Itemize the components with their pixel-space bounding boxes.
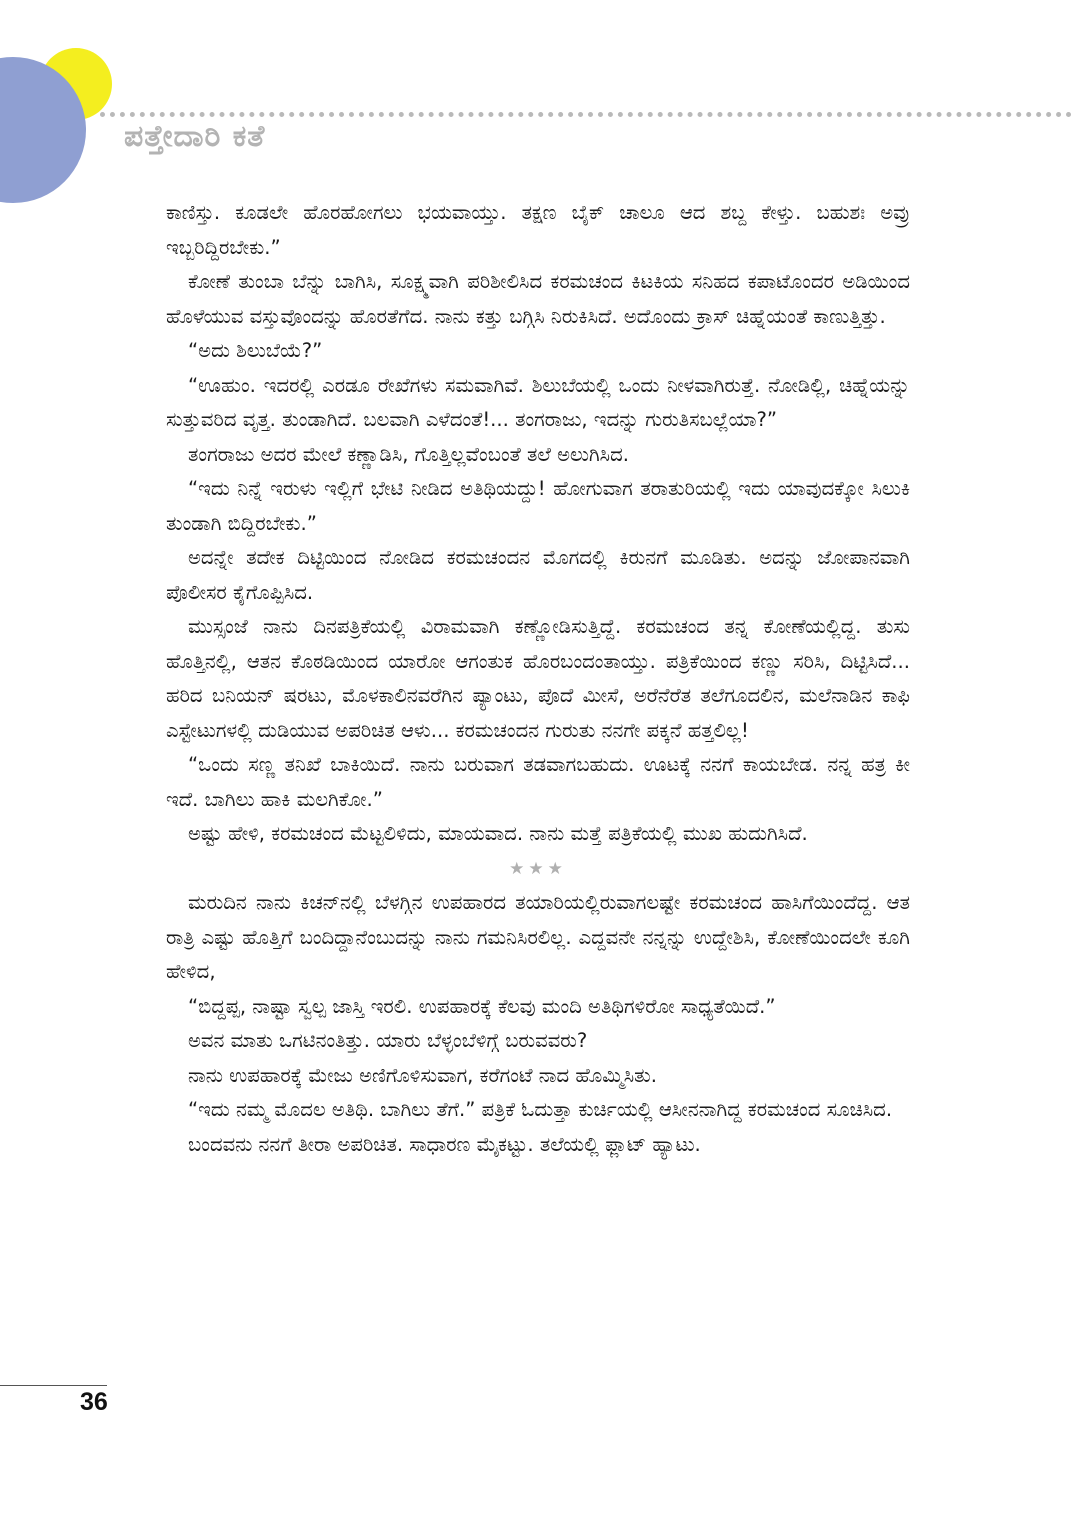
paragraph: ಮರುದಿನ ನಾನು ಕಿಚನ್‌ನಲ್ಲಿ ಬೆಳಗ್ಗಿನ ಉಪಹಾರದ ತಯಾರಿಯಲ್ಲಿರುವಾಗಲಷ್ಟೇ ಕರಮಚಂದ ಹಾಸಿಗೆಯಿಂದೆದ್ದ. ಆತ ರಾತ್ರಿ ಎಷ್ಟು ಹೊತ್ತಿಗೆ ಬಂದಿದ್ದಾನೆಂಬುದನ್ನು ನಾನು ಗಮನಿಸಿರಲಿಲ್ಲ. ಎದ್ದವನೇ ನನ್ನನ್ನು ಉದ್ದೇಶಿಸಿ, ಕೋಣೆಯಿಂದಲೇ ಕೂಗಿ ಹೇಳಿದ, [166, 891, 910, 983]
header-dotted-rule [100, 112, 1072, 117]
paragraph: ಅಷ್ಟು ಹೇಳಿ, ಕರಮಚಂದ ಮೆಟ್ಟಲಿಳಿದು, ಮಾಯವಾದ. ನಾನು ಮತ್ತೆ ಪತ್ರಿಕೆಯಲ್ಲಿ ಮುಖ ಹುದುಗಿಸಿದೆ. [188, 822, 808, 845]
paragraph: ನಾನು ಉಪಹಾರಕ್ಕೆ ಮೇಜು ಅಣಿಗೊಳಿಸುವಾಗ, ಕರೆಗಂಟೆ ನಾದ ಹೊಮ್ಮಿಸಿತು. [188, 1063, 657, 1087]
paragraph: “ಅದು ಶಿಲುಬೆಯೆ?” [188, 339, 323, 362]
paragraph: “ಬಿದ್ದಪ್ಪ, ನಾಷ್ಟಾ ಸ್ವಲ್ಪ ಜಾಸ್ತಿ ಇರಲಿ. ಉಪಹಾರಕ್ಕೆ ಕೆಲವು ಮಂದಿ ಅತಿಥಿಗಳಿರೋ ಸಾಧ್ಯತೆಯಿದೆ.” [188, 994, 776, 1018]
paragraph: “ಇದು ನಮ್ಮ ಮೊದಲ ಅತಿಥಿ. ಬಾಗಿಲು ತೆಗೆ.” ಪತ್ರಿಕೆ ಓದುತ್ತಾ ಕುರ್ಚಿಯಲ್ಲಿ ಆಸೀನನಾಗಿದ್ದ ಕರಮಚಂದ ಸೂಚಿಸಿದ. [188, 1098, 893, 1121]
paragraph: “ಊಹುಂ. ಇದರಲ್ಲಿ ಎರಡೂ ರೇಖೆಗಳು ಸಮವಾಗಿವೆ. ಶಿಲುಬೆಯಲ್ಲಿ ಒಂದು ನೀಳವಾಗಿರುತ್ತೆ. ನೋಡಿಲ್ಲಿ, ಚಿಹ್ನೆಯನ್ನು ಸುತ್ತುವರಿದ ವೃತ್ತ. ತುಂಡಾಗಿದೆ. ಬಲವಾಗಿ ಎಳೆದಂತೆ!... ತಂಗರಾಜು, ಇದನ್ನು ಗುರುತಿಸಬಲ್ಲೆಯಾ?” [166, 373, 910, 431]
page-number: 36 [80, 1388, 108, 1416]
paragraph: “ಒಂದು ಸಣ್ಣ ತನಿಖೆ ಬಾಕಿಯಿದೆ. ನಾನು ಬರುವಾಗ ತಡವಾಗಬಹುದು. ಊಟಕ್ಕೆ ನನಗೆ ಕಾಯಬೇಡ. ನನ್ನ ಹತ್ರ ಕೀ ಇದೆ. ಬಾಗಿಲು ಹಾಕಿ ಮಲಗಿಕೋ.” [166, 753, 910, 811]
story-body [166, 196, 910, 1162]
paragraph: ಅದನ್ನೇ ತದೇಕ ದಿಟ್ಟಿಯಿಂದ ನೋಡಿದ ಕರಮಚಂದನ ಮೊಗದಲ್ಲಿ ಕಿರುನಗೆ ಮೂಡಿತು. ಅದನ್ನು ಜೋಪಾನವಾಗಿ ಪೊಲೀಸರ ಕೈಗೊಪ್ಪಿಸಿದ. [166, 546, 910, 604]
paragraph: ಮುಸ್ಸಂಜೆ ನಾನು ದಿನಪತ್ರಿಕೆಯಲ್ಲಿ ವಿರಾಮವಾಗಿ ಕಣ್ಣೋಡಿಸುತ್ತಿದ್ದೆ. ಕರಮಚಂದ ತನ್ನ ಕೋಣೆಯಲ್ಲಿದ್ದ. ತುಸು ಹೊತ್ತಿನಲ್ಲಿ, ಆತನ ಕೊಠಡಿಯಿಂದ ಯಾರೋ ಆಗಂತುಕ ಹೊರಬಂದಂತಾಯ್ತು. ಪತ್ರಿಕೆಯಿಂದ ಕಣ್ಣು ಸರಿಸಿ, ದಿಟ್ಟಿಸಿದೆ... ಹರಿದ ಬನಿಯನ್ ಷರಟು, ಮೊಳಕಾಲಿನವರೆಗಿನ ಪ್ಯಾಂಟು, ಪೊದೆ ಮೀಸೆ, ಅರೆನೆರೆತ ತಲೆಗೂದಲಿನ, ಮಲೆನಾಡಿನ ಕಾಫಿ ಎಸ್ಟೇಟುಗಳಲ್ಲಿ ದುಡಿಯುವ ಅಪರಿಚಿತ ಆಳು... ಕರಮಚಂದನ ಗುರುತು ನನಗೇ ಪಕ್ಕನೆ ಹತ್ತಲಿಲ್ಲ! [166, 615, 910, 742]
paragraph: ತಂಗರಾಜು ಅದರ ಮೇಲೆ ಕಣ್ಣಾಡಿಸಿ, ಗೊತ್ತಿಲ್ಲವೆಂಬಂತೆ ತಲೆ ಅಲುಗಿಸಿದ. [188, 442, 629, 466]
paragraph: “ಇದು ನಿನ್ನೆ ಇರುಳು ಇಲ್ಲಿಗೆ ಭೇಟಿ ನೀಡಿದ ಅತಿಥಿಯದ್ದು! ಹೋಗುವಾಗ ತರಾತುರಿಯಲ್ಲಿ ಇದು ಯಾವುದಕ್ಕೋ ಸಿಲುಕಿ ತುಂಡಾಗಿ ಬಿದ್ದಿರಬೇಕು.” [166, 477, 910, 535]
paragraph: ಬಂದವನು ನನಗೆ ತೀರಾ ಅಪರಿಚಿತ. ಸಾಧಾರಣ ಮೈಕಟ್ಟು. ತಲೆಯಲ್ಲಿ ಫ್ಲಾಟ್ ಹ್ಯಾಟು. [188, 1132, 701, 1156]
paragraph: ಕೋಣೆ ತುಂಬಾ ಬೆನ್ನು ಬಾಗಿಸಿ, ಸೂಕ್ಷ್ಮವಾಗಿ ಪರಿಶೀಲಿಸಿದ ಕರಮಚಂದ ಕಿಟಕಿಯ ಸನಿಹದ ಕಪಾಟೊಂದರ ಅಡಿಯಿಂದ ಹೊಳೆಯುವ ವಸ್ತುವೊಂದನ್ನು ಹೊರತೆಗೆದ. ನಾನು ಕತ್ತು ಬಗ್ಗಿಸಿ ನಿರುಕಿಸಿದೆ. ಅದೊಂದು ಕ್ರಾಸ್ ಚಿಹ್ನೆಯಂತೆ ಕಾಣುತ್ತಿತ್ತು. [166, 270, 910, 328]
paragraph: ಕಾಣಿಸ್ತು. ಕೂಡಲೇ ಹೊರಹೋಗಲು ಭಯವಾಯ್ತು. ತಕ್ಷಣ ಬೈಕ್ ಚಾಲೂ ಆದ ಶಬ್ದ ಕೇಳ್ತು. ಬಹುಶಃ ಅವ್ರು ಇಬ್ಬರಿದ್ದಿರಬೇಕು.” [166, 201, 910, 259]
footer-rule [0, 1385, 107, 1386]
paragraph: ಅವನ ಮಾತು ಒಗಟಿನಂತಿತ್ತು. ಯಾರು ಬೆಳ್ಳಂಬೆಳಿಗ್ಗೆ ಬರುವವರು? [188, 1029, 588, 1052]
section-title: ಪತ್ತೇದಾರಿ ಕತೆ [124, 119, 266, 154]
section-separator-stars: ★★★ [509, 858, 567, 879]
